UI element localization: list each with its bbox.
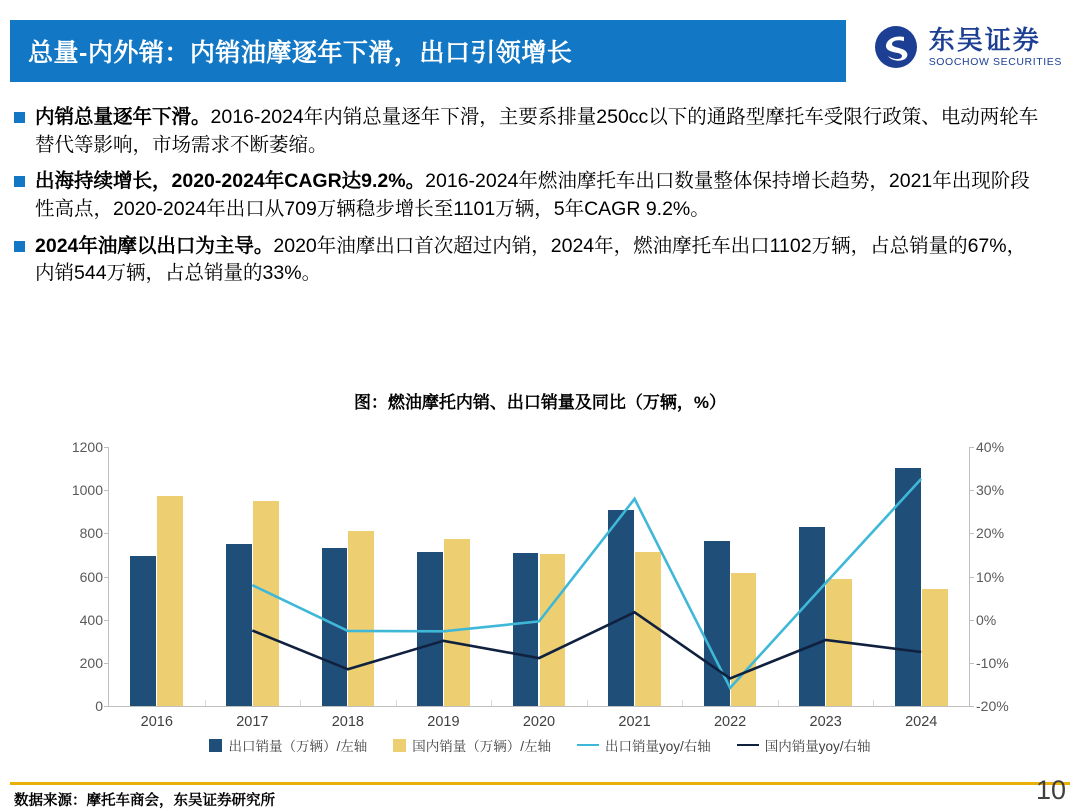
y2-axis-tick xyxy=(969,577,974,578)
y2-axis-tick-label: -20% xyxy=(976,698,1009,714)
list-item xyxy=(14,104,1064,159)
x-axis-tick-label: 2019 xyxy=(427,714,460,730)
chart-line xyxy=(252,479,921,688)
y-axis-tick-label: 600 xyxy=(79,568,103,585)
bullet-list xyxy=(14,104,1064,297)
y2-axis-tick xyxy=(969,533,974,534)
x-axis-tick-label: 2017 xyxy=(236,714,269,730)
x-axis-tick-label: 2021 xyxy=(618,714,651,730)
y-axis-tick-label: 400 xyxy=(79,611,103,628)
x-axis-tick-label: 2016 xyxy=(140,714,173,730)
y2-axis-tick xyxy=(969,490,974,491)
y-axis-tick-label: 1200 xyxy=(71,439,103,455)
brand-name-en: SOOCHOW SECURITIES xyxy=(928,55,1062,68)
square-bullet-icon xyxy=(14,176,25,187)
legend-label: 出口销量（万辆）/左轴 xyxy=(228,739,368,754)
bullet-body: 2020年油摩出口首次超过内销，2024年，燃油摩托车出口1102万辆，占总销量的67%，内销544万辆，占总销量的33%。 xyxy=(35,234,1027,285)
y2-axis-tick-label: 20% xyxy=(976,525,1005,542)
legend-line-icon xyxy=(577,744,599,746)
legend-label: 国内销量yoy/右轴 xyxy=(764,739,871,754)
y2-axis-tick xyxy=(969,620,974,621)
legend-swatch-icon xyxy=(393,739,406,752)
y2-axis-tick xyxy=(969,447,974,448)
y-axis-tick-label: 200 xyxy=(79,654,103,671)
chart-title: 图：燃油摩托内销、出口销量及同比（万辆，%） xyxy=(353,393,727,412)
bullet-text xyxy=(35,233,1045,288)
y-axis-tick-label: 800 xyxy=(79,525,103,542)
list-item xyxy=(14,168,1064,223)
x-axis-tick-label: 2020 xyxy=(522,714,556,730)
y-axis-tick-label: 1000 xyxy=(71,482,103,499)
legend-line-icon xyxy=(737,744,759,746)
x-axis-tick-label: 2023 xyxy=(809,714,842,730)
y-axis-tick xyxy=(104,706,109,707)
legend-label: 国内销量（万辆）/左轴 xyxy=(412,739,551,754)
square-bullet-icon xyxy=(14,241,25,252)
chart-plot-area xyxy=(71,439,1009,730)
page-title: 总量-内外销：内销油摩逐年下滑，出口引领增长 xyxy=(28,39,573,67)
x-axis-tick-label: 2018 xyxy=(331,714,365,730)
bullet-text xyxy=(35,104,1045,159)
y2-axis-tick-label: 0% xyxy=(976,611,997,628)
legend-item[interactable] xyxy=(209,735,367,755)
y2-axis-tick-label: 30% xyxy=(976,482,1005,499)
bullet-body: 2016-2024年燃油摩托车出口数量整体保持增长趋势，2021年出现阶段性高点，2020-2024年出口从709万辆稳步增长至1101万辆，5年CAGR 9.2%。 xyxy=(35,170,1030,221)
y-axis-tick-label: 0 xyxy=(95,698,103,714)
legend-item[interactable] xyxy=(737,735,871,755)
bullet-lead: 出海持续增长，2020-2024年CAGR达9.2%。 xyxy=(35,170,426,193)
legend-swatch-icon xyxy=(209,739,222,752)
bullet-text xyxy=(35,168,1045,223)
legend-label: 出口销量yoy/右轴 xyxy=(605,739,711,754)
chart-line-overlay xyxy=(109,447,969,706)
header-title-bar xyxy=(10,20,846,82)
y2-axis-tick xyxy=(969,706,974,707)
x-axis-tick-label: 2022 xyxy=(713,714,747,730)
source-note: 数据来源：摩托车商会，东吴证券研究所 xyxy=(14,793,275,809)
y2-axis-tick xyxy=(969,663,974,664)
x-axis-tick-label: 2024 xyxy=(905,714,938,730)
y2-axis-tick-label: 10% xyxy=(976,568,1005,585)
legend-item[interactable] xyxy=(393,735,551,755)
footer-divider xyxy=(10,782,1070,785)
list-item xyxy=(14,233,1064,288)
brand-name-cn: 东吴证券 xyxy=(928,24,1041,55)
slide-header xyxy=(0,20,1080,82)
chart-legend xyxy=(60,735,1020,755)
square-bullet-icon xyxy=(14,112,25,123)
chart-line xyxy=(252,612,921,678)
soochow-securities-logo-icon xyxy=(873,24,919,70)
brand-logo xyxy=(873,24,1062,70)
bullet-lead: 内销总量逐年下滑。 xyxy=(35,106,211,128)
y2-axis-tick-label: 40% xyxy=(976,439,1005,455)
bullet-body: 2016-2024年内销总量逐年下滑，主要系排量250cc以下的通路型摩托车受限行政策、电动两轮车替代等影响，市场需求不断萎缩。 xyxy=(35,106,1039,156)
page-number: 10 xyxy=(1035,775,1066,805)
bullet-lead: 2024年油摩以出口为主导。 xyxy=(35,234,274,257)
y2-axis-tick-label: -10% xyxy=(976,654,1009,671)
chart-container xyxy=(60,435,1020,755)
legend-item[interactable] xyxy=(577,735,711,755)
